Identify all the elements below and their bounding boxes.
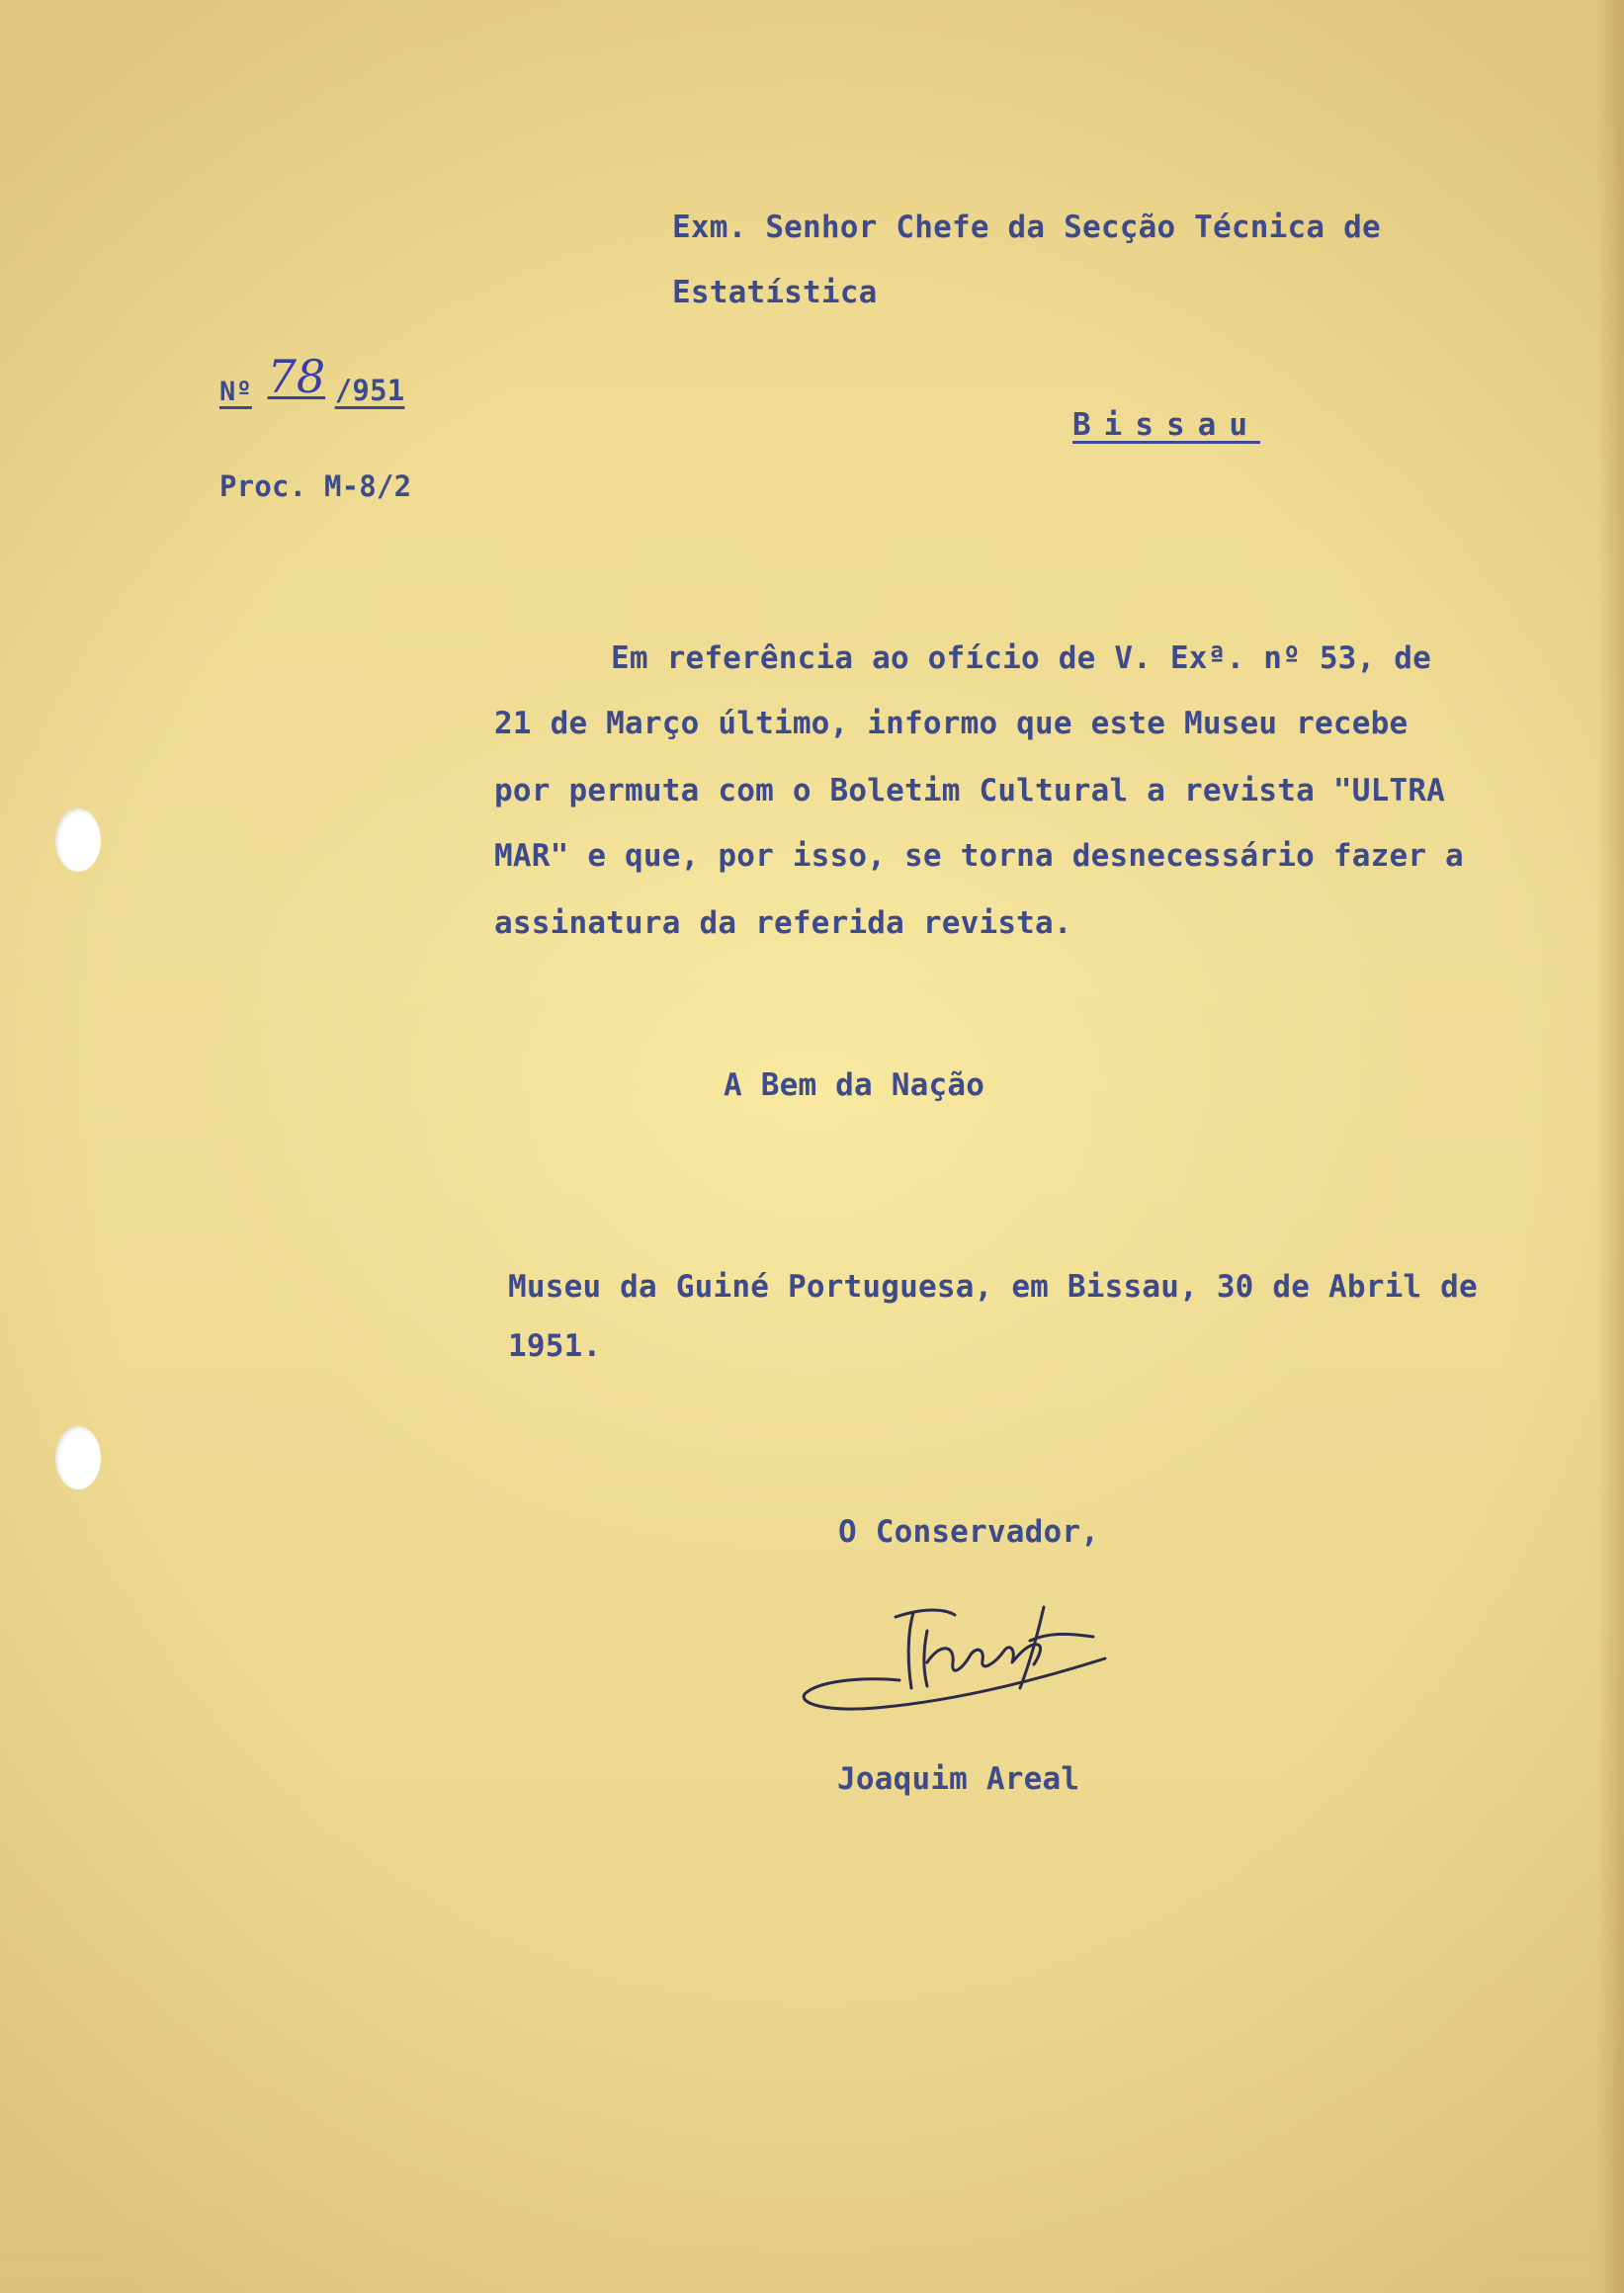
reference-number-year: /951 [334, 374, 405, 407]
reference-number [219, 350, 405, 411]
page-edge-shadow [1596, 0, 1624, 2293]
reference-number-handwritten: 78 [267, 350, 326, 403]
body-line-5: assinatura da referida revista. [494, 905, 1072, 941]
signatory-name: Joaquim Areal [837, 1761, 1080, 1797]
body-line-4: MAR" e que, por isso, se torna desnecessário fazer a [494, 838, 1464, 874]
body-line-2: 21 de Março último, informo que este Museu recebe [494, 706, 1409, 741]
signatory-role: O Conservador, [838, 1514, 1100, 1550]
reference-number-prefix: Nº [219, 377, 252, 407]
body-line-3: por permuta com o Boletim Cultural a revista "ULTRA [494, 773, 1446, 808]
body-line-1: Em referência ao ofício de V. Exª. nº 53, de [611, 640, 1431, 676]
closing-salutation: A Bem da Nação [724, 1067, 985, 1103]
place-date-line-1: Museu da Guiné Portuguesa, em Bissau, 30 de Abril de [508, 1269, 1478, 1305]
process-reference: Proc. M-8/2 [219, 469, 412, 503]
signature-image [797, 1593, 1123, 1722]
punch-hole-lower [55, 1426, 101, 1489]
recipient-line-2: Estatística [672, 275, 878, 310]
recipient-line-1: Exm. Senhor Chefe da Secção Técnica de [672, 210, 1381, 245]
recipient-city: Bissau [1072, 407, 1260, 443]
punch-hole-upper [55, 808, 101, 872]
place-date-line-2: 1951. [508, 1328, 602, 1364]
